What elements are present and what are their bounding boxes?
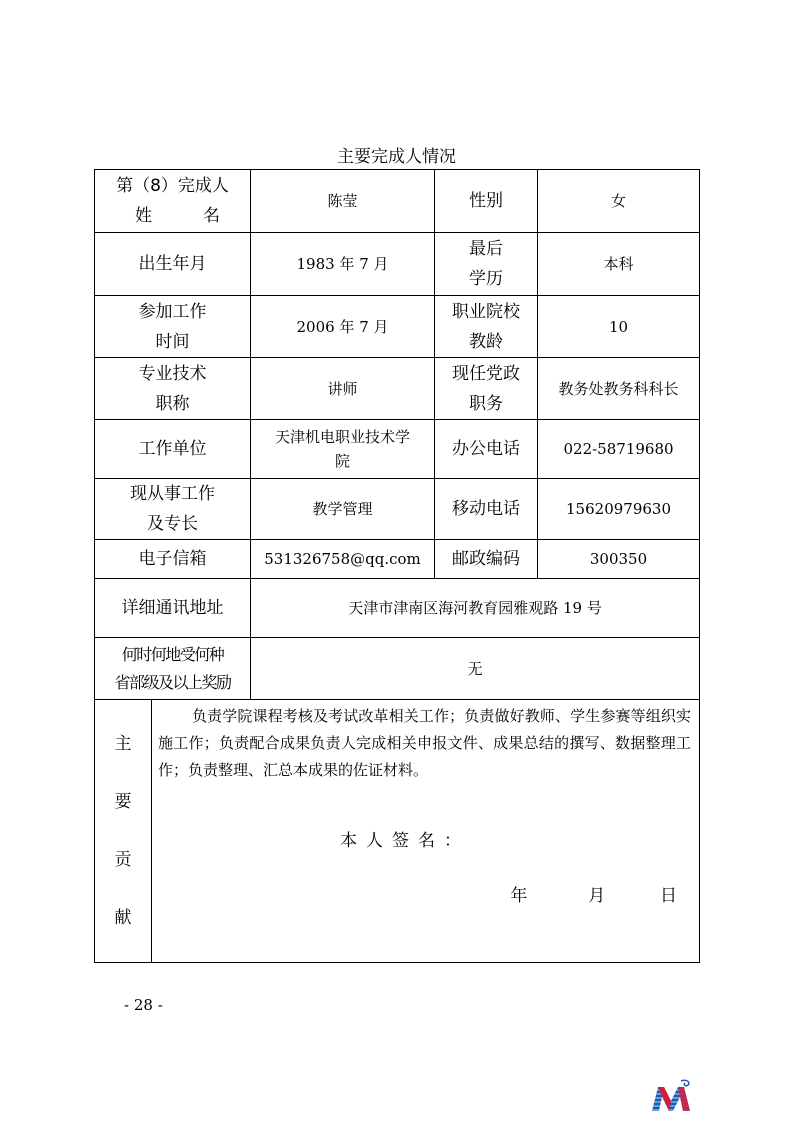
rank-label: 第（8）完成人 bbox=[116, 176, 229, 196]
gender-value: 女 bbox=[538, 170, 700, 233]
professional-title-value: 讲师 bbox=[251, 358, 435, 420]
postal-code-label: 邮政编码 bbox=[435, 540, 538, 579]
teaching-years-value: 10 bbox=[538, 296, 700, 358]
address-value: 天津市津南区海河教育园雅观路 19 号 bbox=[251, 579, 700, 638]
gender-label: 性别 bbox=[435, 170, 538, 233]
postal-code-value: 300350 bbox=[538, 540, 700, 579]
mobile-phone-value: 15620979630 bbox=[538, 479, 700, 540]
address-label: 详细通讯地址 bbox=[95, 579, 251, 638]
contribution-text: 负责学院课程考核及考试改革相关工作；负责做好教师、学生参赛等组织实施工作；负责配合成果负责人完成相关申报文件、成果总结的撰写、数据整理工作；负责整理、汇总本成果的佐证材料。 bbox=[158, 707, 692, 779]
date-month: 月 bbox=[588, 886, 606, 906]
office-phone-value: 022-58719680 bbox=[538, 420, 700, 479]
page-title: 主要完成人情况 bbox=[337, 147, 456, 167]
professional-title-label: 专业技术 职称 bbox=[95, 358, 251, 420]
teaching-years-label: 职业院校 教龄 bbox=[435, 296, 538, 358]
work-unit-value: 天津机电职业技术学 院 bbox=[251, 420, 435, 479]
office-phone-label: 办公电话 bbox=[435, 420, 538, 479]
work-start-value: 2006 年 7 月 bbox=[251, 296, 435, 358]
signature-date bbox=[510, 881, 677, 906]
education-value: 本科 bbox=[538, 233, 700, 296]
main-contribution-content bbox=[152, 700, 700, 963]
signature-label: 本人签名： bbox=[340, 831, 470, 851]
education-label: 最后 学历 bbox=[435, 233, 538, 296]
mobile-phone-label: 移动电话 bbox=[435, 479, 538, 540]
birth-label: 出生年月 bbox=[95, 233, 251, 296]
birth-value: 1983 年 7 月 bbox=[251, 233, 435, 296]
work-unit-label: 工作单位 bbox=[95, 420, 251, 479]
current-position-value: 教务处教务科科长 bbox=[538, 358, 700, 420]
work-start-label: 参加工作 时间 bbox=[95, 296, 251, 358]
awards-value: 无 bbox=[251, 638, 700, 700]
name-label: 姓 名 bbox=[135, 206, 221, 226]
specialty-label: 现从事工作 及专长 bbox=[95, 479, 251, 540]
publisher-m-logo-icon bbox=[650, 1079, 692, 1113]
email-value: 531326758@qq.com bbox=[251, 540, 435, 579]
main-contribution-label: 主 要 贡 献 bbox=[95, 700, 152, 963]
date-year: 年 bbox=[510, 886, 528, 906]
specialty-value: 教学管理 bbox=[251, 479, 435, 540]
rank-name-label bbox=[95, 170, 251, 233]
date-day: 日 bbox=[660, 886, 678, 906]
name-value: 陈莹 bbox=[251, 170, 435, 233]
completer-info-table bbox=[94, 169, 700, 963]
page-number: - 28 - bbox=[124, 996, 163, 1014]
email-label: 电子信箱 bbox=[95, 540, 251, 579]
awards-label: 何时何地受何种 省部级及以上奖励 bbox=[95, 638, 251, 700]
current-position-label: 现任党政 职务 bbox=[435, 358, 538, 420]
